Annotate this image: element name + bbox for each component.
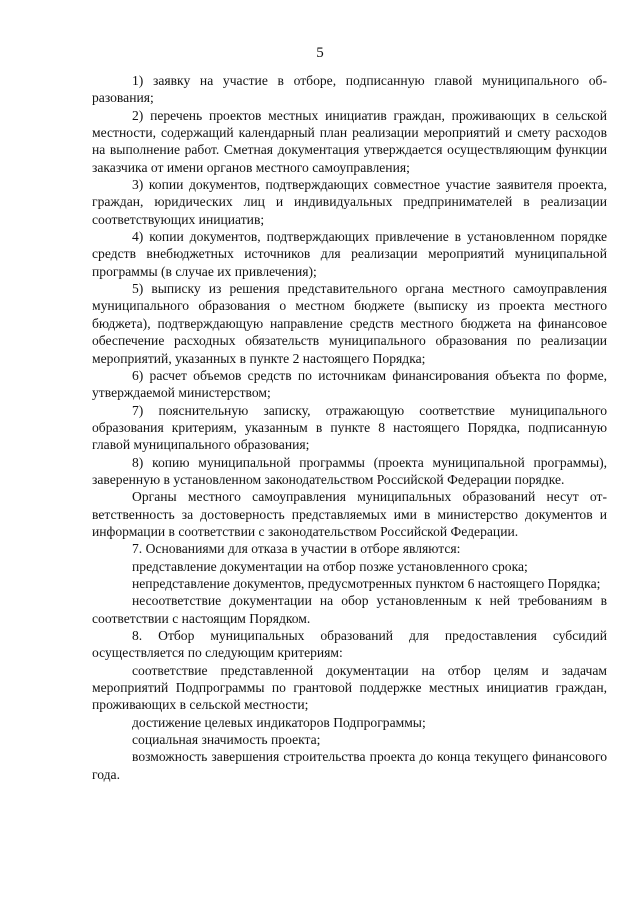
paragraph-refusal-missing-documents: непредставление документов, предусмотренных пунктом 6 настоящего Порядка; [132, 575, 601, 591]
paragraph-criterion-goals: соответствие представленной документации на отбор целям и задачам мероприятий Подпрограммы по грантовой поддержке местных инициатив граждан, проживающих в сельской местности; [92, 662, 607, 713]
paragraph-section-8-heading: 8. Отбор муниципальных образований для предоставления субсидий осуществляется по следующим критериям: [92, 628, 607, 661]
paragraph-item-2-project-list: 2) перечень проектов местных инициатив граждан, проживающих в сельской местности, содержащий календарный план реализации мероприятий и смету расходов на выполнение работ. Сметная документация утверждается осуществляющим функции заказчика от имени органов местного самоуправления; [92, 107, 607, 175]
paragraph-item-3-participation-copies: 3) копии документов, подтверждающих совместное участие заявителя проекта, граждан, юридических лиц и индивидуальных предпринимателей в реализации соответствующих инициатив; [92, 177, 607, 227]
paragraph-item-7-explanatory-note: 7) пояснительную записку, отражающую соответствие муниципального образования критериям, указанным в пункте 8 настоящего Порядка, подписанную главой муниципального образования; [92, 402, 607, 453]
paragraph-item-4-extrabudgetary-copies: 4) копии документов, подтверждающих привлечение в установленном порядке средств внебюджетных источников для реализации мероприятий муниципальной программы (в случае их привлечения); [92, 229, 607, 279]
paragraph-refusal-late-submission: представление документации на отбор позже установленного срока; [132, 558, 528, 574]
paragraph-item-8-program-copy: 8) копию муниципальной программы (проекта муниципальной программы), заверенную в установленном законодательством Российской Федерации порядке. [92, 454, 607, 487]
paragraph-item-1-application: 1) заявку на участие в отборе, подписанную главой муниципального образования; [92, 73, 607, 106]
paragraph-item-6-funding-calculation: 6) расчет объемов средств по источникам финансирования объекта по форме, утверждаемой министерством; [92, 367, 607, 401]
paragraph-responsibility: Органы местного самоуправления муниципальных образований несут ответственность за достоверность представляемых ими в министерство документов и информации в соответствии с законодательством Российской Федерации. [92, 489, 607, 539]
page-number: 5 [316, 45, 324, 61]
paragraph-criterion-social-significance: социальная значимость проекта; [132, 732, 321, 748]
paragraph-item-5-budget-extract: 5) выписку из решения представительного органа местного самоуправления муниципального образования о местном бюджете (выписку из проекта местного бюджета), подтверждающую направление средств местного бюджета на финансовое обеспечение расходных обязательств муниципального образования по реализации мероприятий, указанных в пункте 2 настоящего Порядка; [92, 281, 607, 366]
paragraph-criterion-indicators: достижение целевых индикаторов Подпрограммы; [132, 714, 426, 730]
paragraph-refusal-nonconformity: несоответствие документации на обор установленным к ней требованиям в соответствии с настоящим Порядком. [92, 593, 607, 626]
paragraph-criterion-completion: возможность завершения строительства проекта до конца текущего финансового года. [92, 749, 607, 782]
document-body [92, 72, 607, 783]
paragraph-section-7-heading: 7. Основаниями для отказа в участии в отборе являются: [132, 541, 461, 557]
